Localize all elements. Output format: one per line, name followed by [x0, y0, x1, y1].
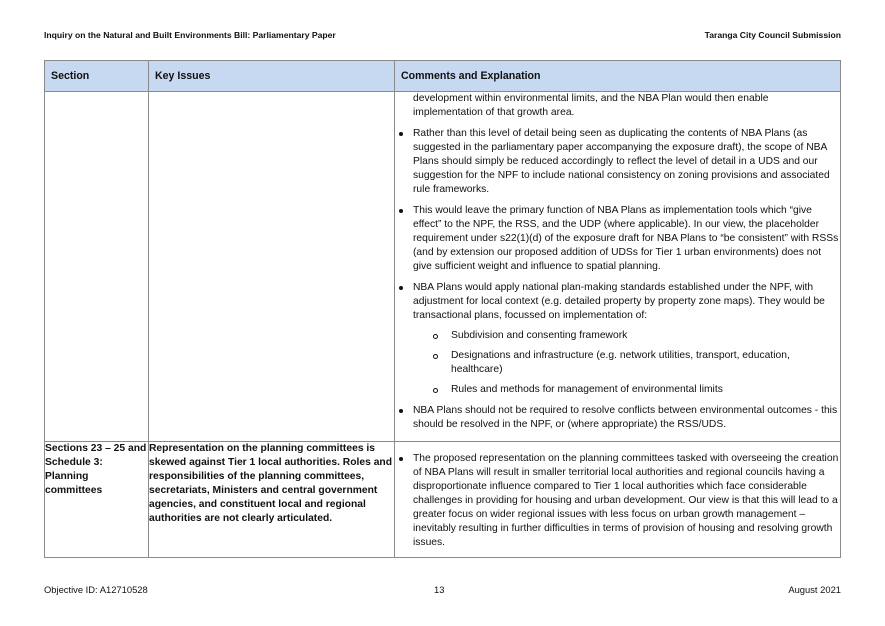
header-submitter: Taranga City Council Submission [704, 30, 841, 40]
row2-section-cell: Sections 23 – 25 and Schedule 3: Planning committees [45, 442, 149, 558]
row1-issues-cell [149, 92, 395, 442]
table-row [45, 442, 841, 558]
table-header-row [45, 61, 841, 92]
column-header-key-issues: Key Issues [149, 61, 395, 92]
sub-bullet-list [413, 329, 840, 397]
row2-comments-cell [395, 442, 841, 558]
table-row [45, 92, 841, 442]
header-document-title: Inquiry on the Natural and Built Environments Bill: Parliamentary Paper [44, 30, 336, 40]
bullet-item: This would leave the primary function of NBA Plans as implementation tools which “give effect” to the NPF, the RSS, and the UDP (where applicable). In our view, the placeholder requirement under s22(1)(d) of the exposure draft for NBA Plans to “be consistent” with RSSs (and by extension our proposed addition of UDSs for Tier 1 urban environments) does not give sufficient weight and influence to spatial planning. [395, 204, 840, 274]
footer-date: August 2021 [788, 584, 841, 595]
sub-bullet-item: Designations and infrastructure (e.g. network utilities, transport, education, healthcare) [433, 349, 840, 377]
bullet-item [395, 281, 840, 397]
bullet-item: The proposed representation on the planning committees tasked with overseeing the creation of NBA Plans will result in smaller territorial local authorities and regional councils having a disproportionate influence compared to Tier 1 local authorities which face considerable challenges in providing for housing and urban development. Our view is that this will lead to a greater focus on wider regional issues with less focus on urban growth management – inevitably resulting in further difficulties in terms of provision of housing and resolving growth issues. [395, 452, 840, 550]
sub-bullet-item: Subdivision and consenting framework [433, 329, 840, 343]
continued-paragraph: development within environmental limits, and the NBA Plan would then enable implementation of that growth area. [413, 93, 769, 118]
column-header-section: Section [45, 61, 149, 92]
footer-page-number: 13 [434, 584, 445, 595]
row2-issues-cell: Representation on the planning committees is skewed against Tier 1 local authorities. Roles and responsibilities of the planning committees, secretariats, Ministers and central government agencies, and constituent local and regional authorities are not clearly articulated. [149, 442, 395, 558]
bullet-text: NBA Plans would apply national plan-making standards established under the NPF, with adjustment for local context (e.g. detailed property by property zone maps). They would be transactional plans, focussed on implementation of: [413, 282, 825, 321]
footer-objective-id: Objective ID: A12710528 [44, 584, 148, 595]
bullet-item: NBA Plans should not be required to resolve conflicts between environmental outcomes - this should be resolved in the NPF, or (where appropriate) the RSS/UDS. [395, 404, 840, 432]
column-header-comments: Comments and Explanation [395, 61, 841, 92]
row1-comments-cell [395, 92, 841, 442]
bullet-item: Rather than this level of detail being seen as duplicating the contents of NBA Plans (as suggested in the parliamentary paper accompanying the exposure draft), the scope of NBA Plans should simply be reduced accordingly to reflect the level of detail in a UDS and our suggestion for the NPF to include national consistency on zoning provisions and associated rule frameworks. [395, 127, 840, 197]
submission-table [44, 60, 841, 558]
row1-section-cell [45, 92, 149, 442]
sub-bullet-item: Rules and methods for management of environmental limits [433, 383, 840, 397]
